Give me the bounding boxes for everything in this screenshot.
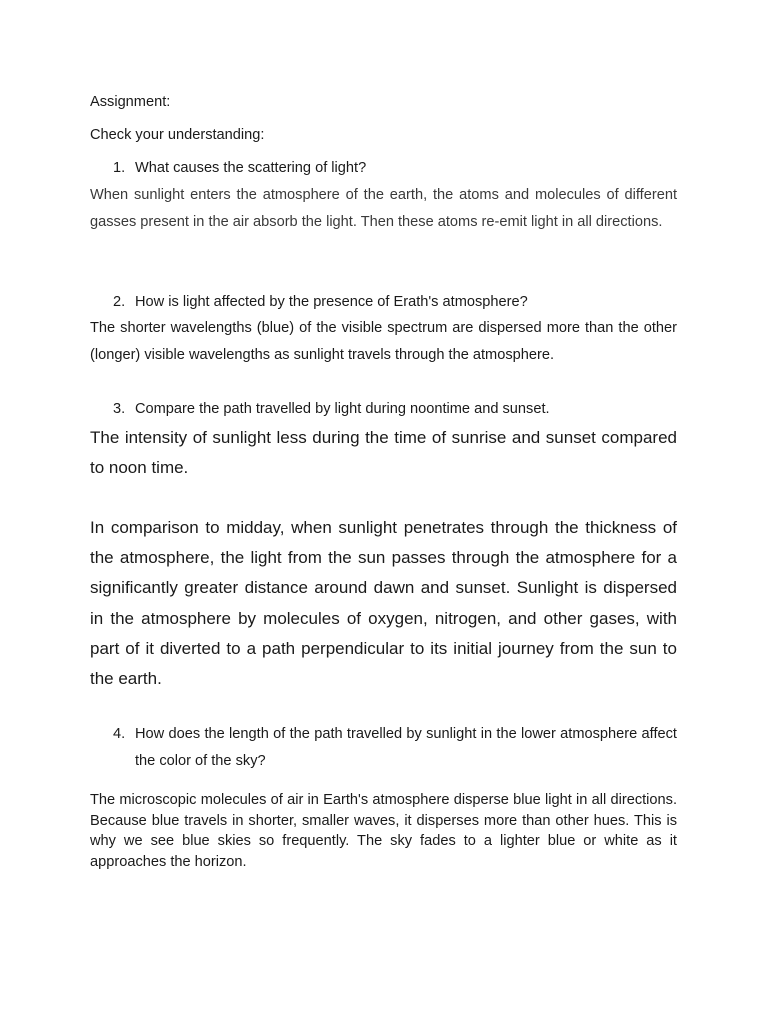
question-4-text: How does the length of the path travelled by sunlight in the lower atmosphere affect the color of the sky? <box>135 726 677 769</box>
question-4-number: 4. <box>113 726 126 742</box>
question-1-number: 1. <box>113 160 126 176</box>
question-1-text: What causes the scattering of light? <box>135 160 367 176</box>
question-3-number: 3. <box>113 401 126 417</box>
answer-2-text: The shorter wavelengths (blue) of the visible spectrum are dispersed more than the other (longer) visible wavelengths as sunlight travels through the atmosphere. <box>90 320 677 363</box>
answer-1-text: When sunlight enters the atmosphere of the earth, the atoms and molecules of different gasses present in the air absorb the light. Then these atoms re-emit light in all directions. <box>90 187 677 230</box>
answer-3-paragraph-2: In comparison to midday, when sunlight penetrates through the thickness of the atmosphere, the light from the sun passes through the atmosphere for a significantly greater distance around dawn and sunset. Sunlight is dispersed in the atmosphere by molecules of oxygen, nitrogen, and other gases, with part of it diverted to a path perpendicular to its initial journey from the sun to the earth. <box>90 518 677 689</box>
question-3-text: Compare the path travelled by light during noontime and sunset. <box>135 401 550 417</box>
check-understanding-heading: Check your understanding: <box>90 127 265 143</box>
assignment-heading: Assignment: <box>90 94 171 110</box>
answer-4-text: The microscopic molecules of air in Earth's atmosphere disperse blue light in all directions. Because blue travels in shorter, smaller waves, it disperses more than other hues. This is why we see blue skies so frequently. The sky fades to a lighter blue or white as it approaches the horizon. <box>90 792 677 870</box>
question-2-text: How is light affected by the presence of Erath's atmosphere? <box>135 294 528 310</box>
question-2-number: 2. <box>113 294 126 310</box>
answer-3-paragraph-1: The intensity of sunlight less during the time of sunrise and sunset compared to noon time. <box>90 428 677 478</box>
